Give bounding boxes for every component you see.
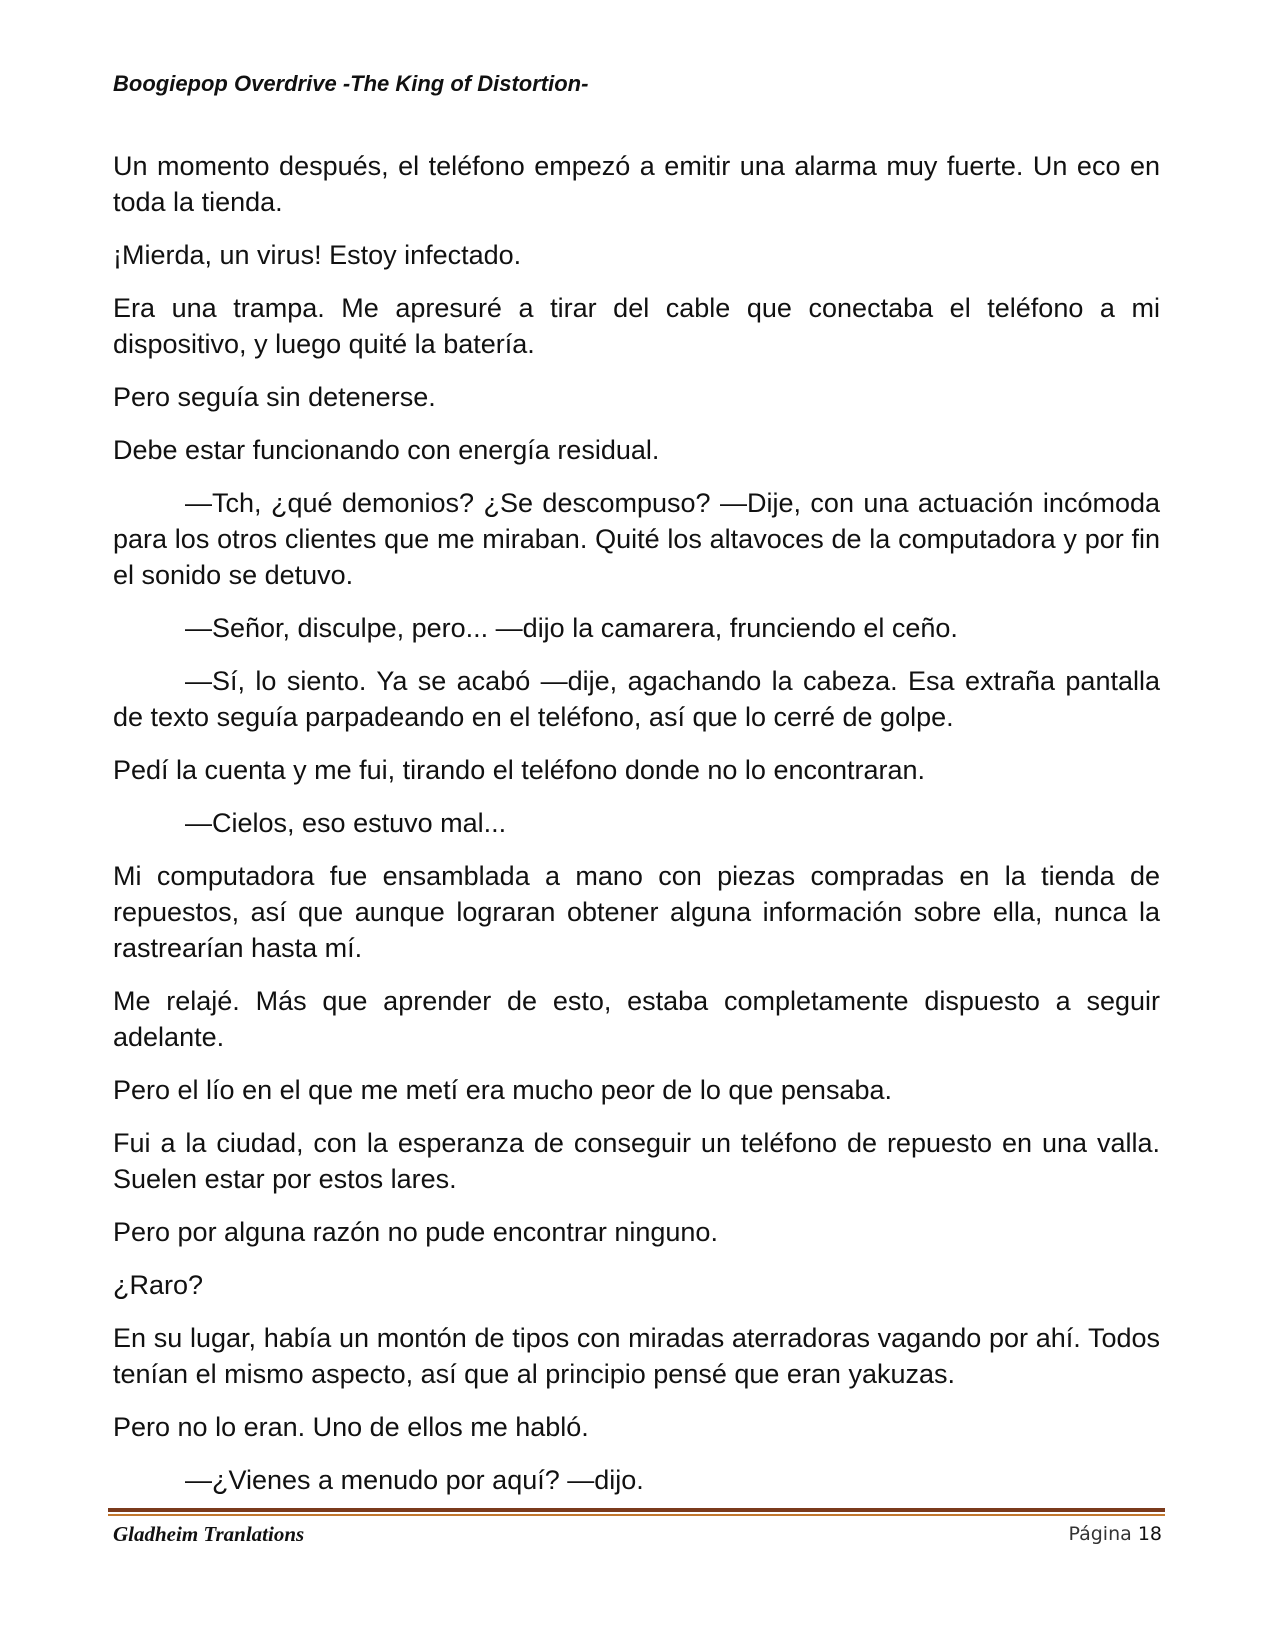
footer-divider-thin [108,1514,1165,1516]
paragraph: Pero no lo eran. Uno de ellos me habló. [113,1412,589,1442]
dialogue-paragraph: —Cielos, eso estuvo mal... [185,808,507,838]
dialogue-paragraph: —Sí, lo siento. Ya se acabó —dije, agachando la cabeza. Esa extraña pantalla de texto seguía parpadeando en el teléfono, así que lo cerré de golpe. [113,666,1160,732]
dialogue-paragraph: —¿Vienes a menudo por aquí? —dijo. [185,1465,644,1495]
dialogue-paragraph: —Tch, ¿qué demonios? ¿Se descompuso? —Dije, con una actuación incómoda para los otros clientes que me miraban. Quité los altavoces de la computadora y por fin el sonido se detuvo. [113,488,1160,590]
dialogue-paragraph: —Señor, disculpe, pero... —dijo la camarera, frunciendo el ceño. [185,613,958,643]
paragraph: Fui a la ciudad, con la esperanza de conseguir un teléfono de repuesto en una valla. Suelen estar por estos lares. [113,1128,1160,1194]
footer-publisher: Gladheim Tranlations [113,1522,305,1546]
footer-divider-thick [108,1508,1165,1512]
running-header-title: Boogiepop Overdrive -The King of Distortion- [113,71,589,96]
body-text [113,148,1160,1515]
paragraph: Pero seguía sin detenerse. [113,382,436,412]
paragraph: Debe estar funcionando con energía residual. [113,435,660,465]
footer-page-number [1068,1520,1162,1548]
paragraph: Era una trampa. Me apresuré a tirar del cable que conectaba el teléfono a mi dispositivo, y luego quité la batería. [113,293,1160,359]
paragraph: Pero por alguna razón no pude encontrar ninguno. [113,1217,718,1247]
paragraph: ¿Raro? [113,1270,204,1300]
paragraph: Un momento después, el teléfono empezó a emitir una alarma muy fuerte. Un eco en toda la tienda. [113,151,1160,217]
paragraph: Pedí la cuenta y me fui, tirando el teléfono donde no lo encontraran. [113,755,926,785]
paragraph: Me relajé. Más que aprender de esto, estaba completamente dispuesto a seguir adelante. [113,986,1160,1052]
paragraph: En su lugar, había un montón de tipos con miradas aterradoras vagando por ahí. Todos tenían el mismo aspecto, así que al principio pensé que eran yakuzas. [113,1323,1160,1389]
page-number: 18 [1137,1523,1162,1545]
paragraph: ¡Mierda, un virus! Estoy infectado. [113,240,522,270]
page-label: Página [1068,1523,1132,1545]
paragraph: Pero el lío en el que me metí era mucho peor de lo que pensaba. [113,1075,892,1105]
paragraph: Mi computadora fue ensamblada a mano con piezas compradas en la tienda de repuestos, así que aunque lograran obtener alguna información sobre ella, nunca la rastrearían hasta mí. [113,861,1160,963]
